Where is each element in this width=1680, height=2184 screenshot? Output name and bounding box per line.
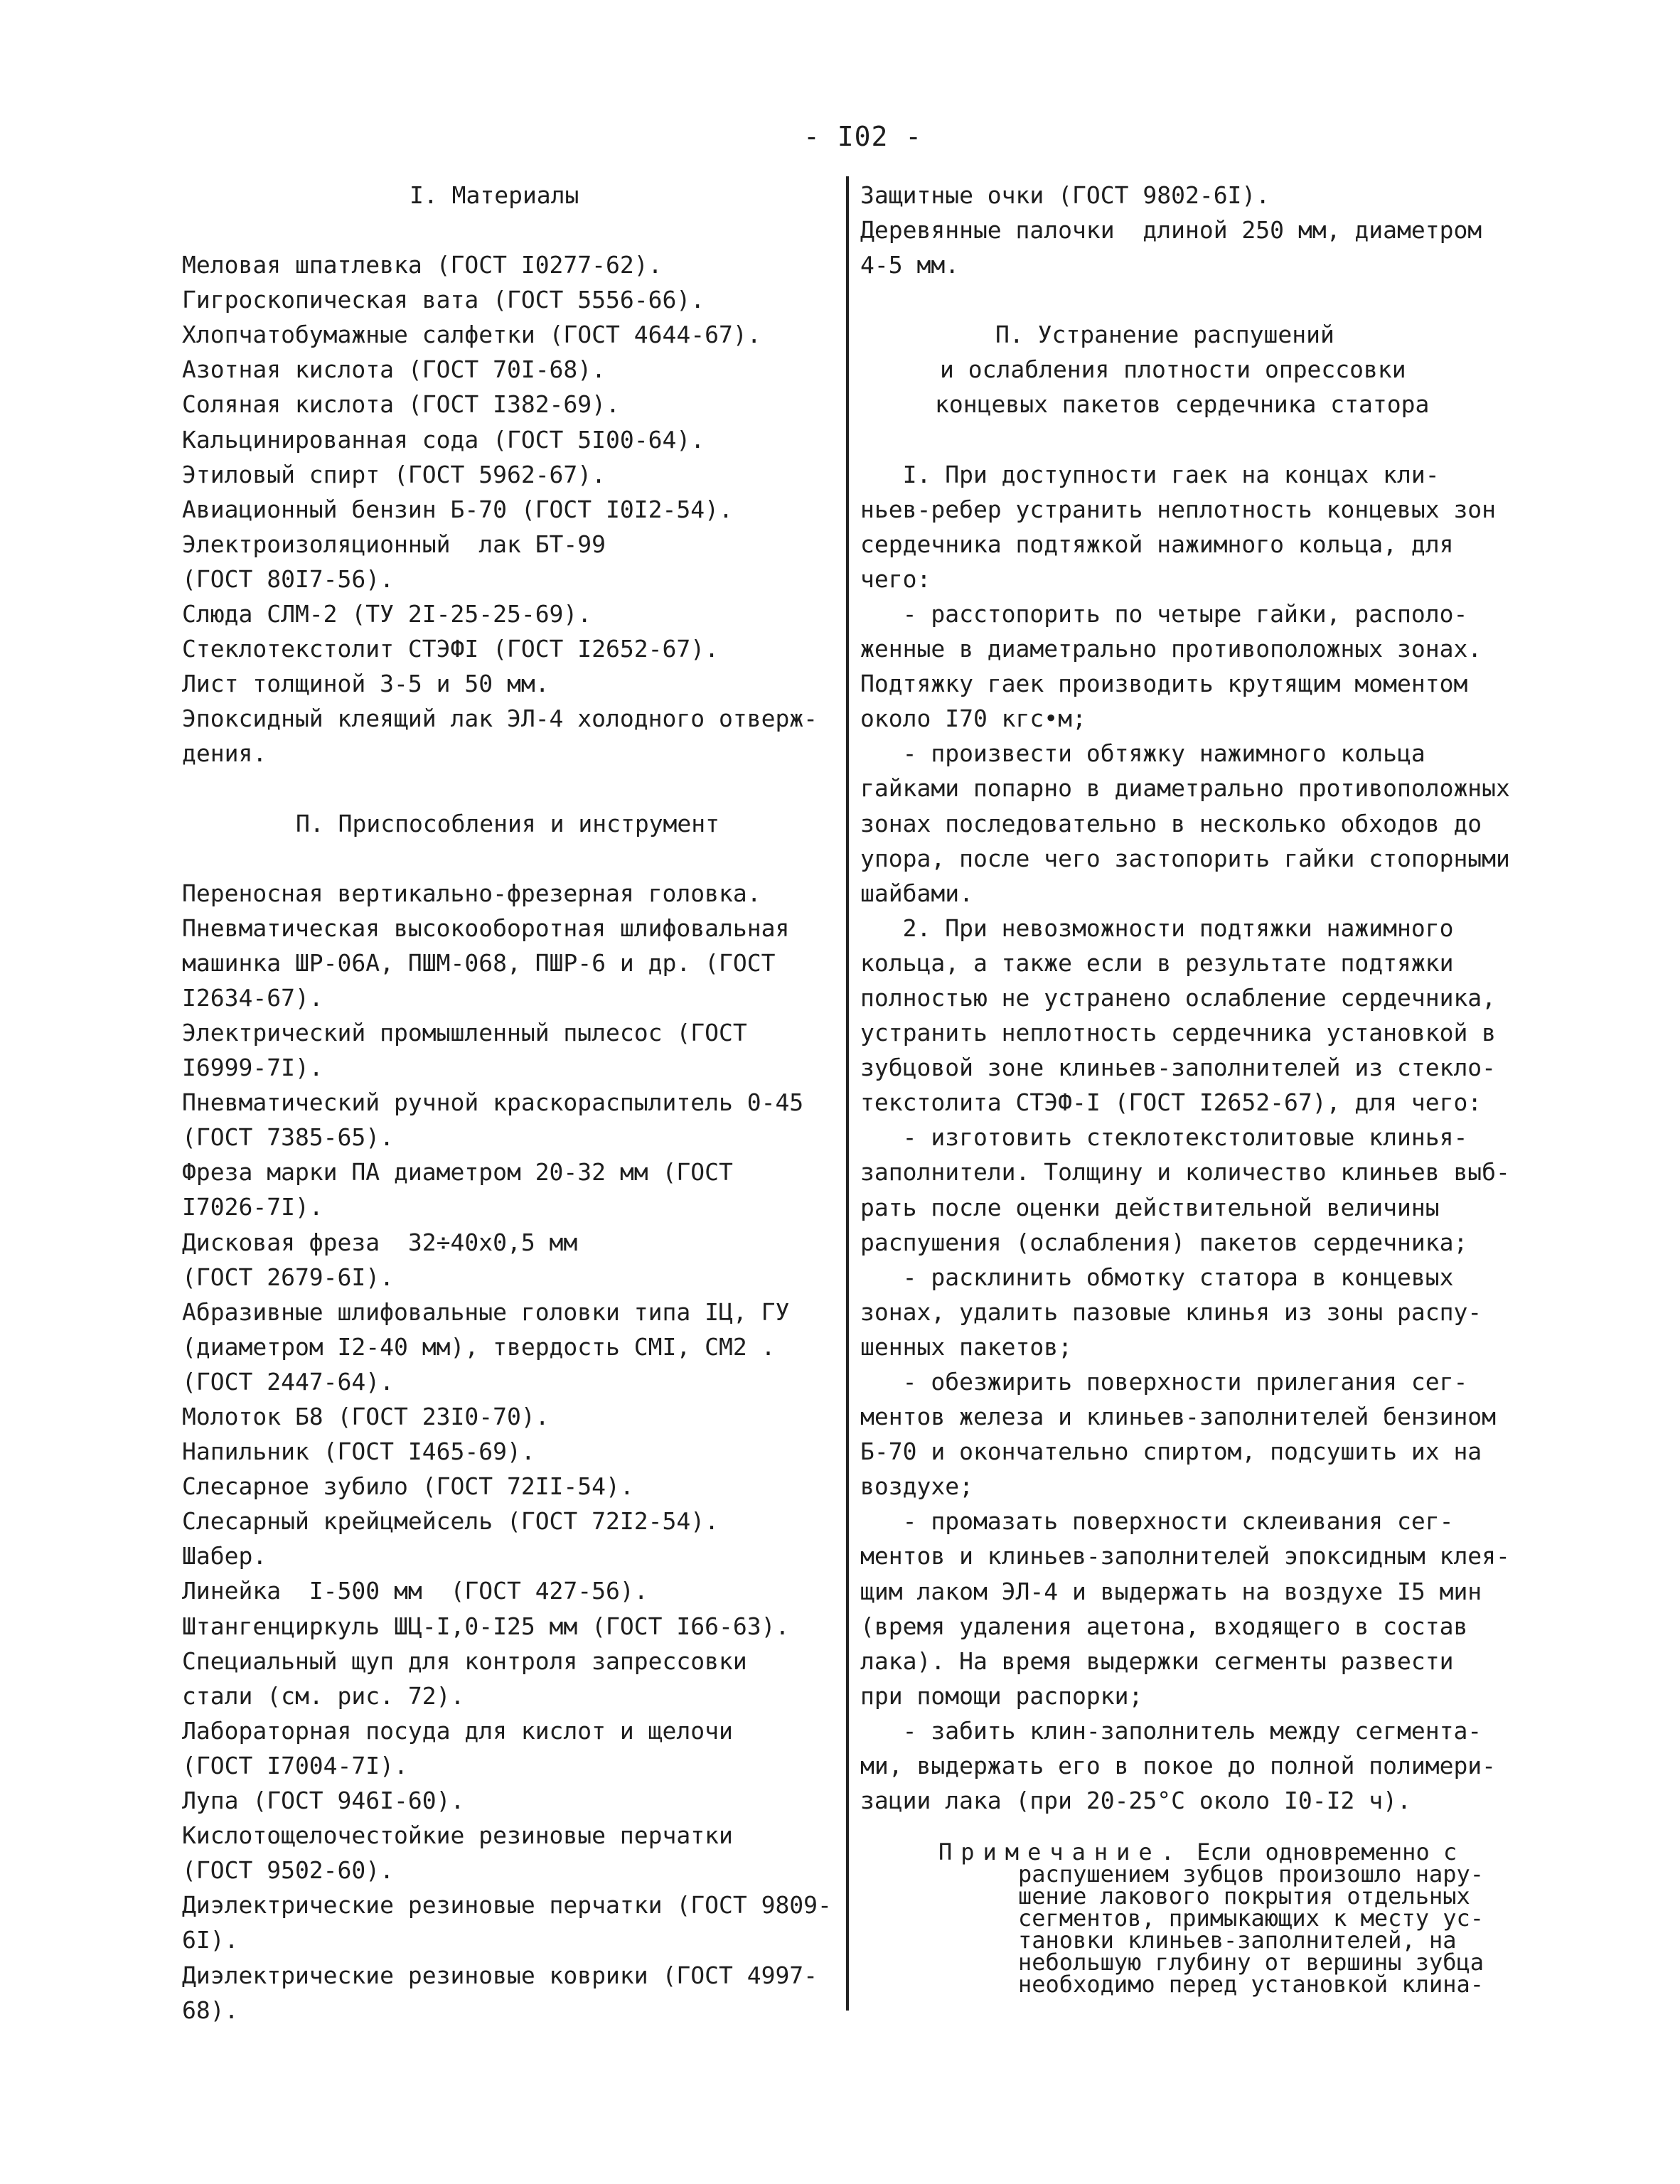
body-line: заполнители. Толщину и количество клиньев выб- (860, 1158, 1510, 1187)
body-line: кольца, а также если в результате подтяжки (860, 948, 1454, 977)
intro-line: 4-5 мм. (860, 251, 960, 279)
note-line: необходимо перед установкой клина- (1018, 1971, 1484, 1998)
tool-item: (ГОСТ 7385-65). (182, 1123, 395, 1152)
body-line: ментов железа и клиньев-заполнителей бензином (860, 1403, 1497, 1431)
tool-item: Абразивные шлифовальные головки типа IЦ, ГУ (182, 1297, 790, 1326)
left-column (182, 178, 843, 2028)
tool-item: Лупа (ГОСТ 946I-60). (182, 1787, 465, 1815)
spacer (182, 841, 843, 876)
body-line: ми, выдержать его в покое до полной полимери- (860, 1752, 1497, 1780)
tool-item: Специальный щуп для контроля запрессовки (182, 1647, 747, 1675)
note-line: шение лакового покрытия отдельных (1018, 1883, 1470, 1910)
tool-item: I6999-7I). (182, 1054, 323, 1082)
material-item: Авиационный бензин Б-70 (ГОСТ I0I2-54). (182, 495, 733, 523)
tool-item: Напильник (ГОСТ I465-69). (182, 1438, 535, 1466)
body-line: - промазать поверхности склеивания сег- (860, 1507, 1454, 1536)
spacer (182, 213, 843, 247)
material-item: Меловая шпатлевка (ГОСТ I0277-62). (182, 251, 663, 279)
body-line: сердечника подтяжкой нажимного кольца, для (860, 530, 1454, 558)
tool-item: машинка ШР-06А, ПШМ-068, ПШР-6 и др. (ГОСТ (182, 948, 776, 977)
body-line: - изготовить стеклотекстолитовые клинья- (860, 1123, 1468, 1152)
note-block (938, 1838, 1536, 1998)
tool-item: Линейка I-500 мм (ГОСТ 427-56). (182, 1577, 648, 1605)
tool-item: Молоток Б8 (ГОСТ 23I0-70). (182, 1403, 550, 1430)
body-line: ментов и клиньев-заполнителей эпоксидным клея- (860, 1542, 1510, 1570)
body-line: воздухе; (860, 1472, 973, 1501)
body-line: шенных пакетов; (860, 1332, 1073, 1361)
spacer (860, 282, 1529, 317)
tool-item: (ГОСТ 2447-64). (182, 1367, 395, 1396)
body-line: ньев-ребер устранить неплотность концевых зон (860, 495, 1497, 523)
tool-item: Переносная вертикально-фрезерная головка. (182, 879, 761, 907)
intro-line: Защитные очки (ГОСТ 9802-6I). (860, 181, 1270, 209)
tool-item: Электрический промышленный пылесос (ГОСТ (182, 1018, 747, 1046)
tool-item: Кислотощелочестойкие резиновые перчатки (182, 1821, 733, 1850)
tool-item: Пневматическая высокооборотная шлифовальная (182, 914, 790, 942)
body-line: Б-70 и окончательно спиртом, подсушить их на (860, 1438, 1482, 1466)
body-line: зации лака (при 20-25°C около I0-I2 ч). (860, 1787, 1411, 1815)
tool-item: I7026-7I). (182, 1193, 323, 1221)
material-item: Лист толщиной 3-5 и 50 мм. (182, 670, 550, 698)
tool-item: Шабер. (182, 1542, 267, 1570)
column-divider (846, 176, 849, 2011)
tool-item: Фреза марки ПА диаметром 20-32 мм (ГОСТ (182, 1158, 733, 1187)
tool-item: I2634-67). (182, 983, 323, 1012)
body-line: устранить неплотность сердечника установкой в (860, 1019, 1497, 1047)
material-item: Стеклотекстолит СТЭФI (ГОСТ I2652-67). (182, 635, 719, 663)
body-line: зонах последовательно в несколько обходов до (860, 809, 1482, 837)
material-item: Азотная кислота (ГОСТ 70I-68). (182, 355, 606, 384)
material-item: Эпоксидный клеящий лак ЭЛ-4 холодного отверж- (182, 705, 818, 733)
body-line: (время удаления ацетона, входящего в состав (860, 1612, 1468, 1640)
tool-item: Слесарный крейцмейсель (ГОСТ 72I2-54). (182, 1507, 719, 1536)
intro-line: Деревянные палочки длиной 250 мм, диаметром (860, 216, 1482, 245)
body-line: - расклинить обмотку статора в концевых (860, 1263, 1454, 1291)
tool-item: Диэлектрические резиновые коврики (ГОСТ 4997- (182, 1961, 818, 1989)
body-line: чего: (860, 564, 931, 593)
note-label: Примечание. (938, 1838, 1183, 1866)
body-line: рать после оценки действительной величины (860, 1193, 1440, 1221)
spacer (182, 771, 843, 806)
body-line: женные в диаметрально противоположных зонах. (860, 635, 1482, 663)
tool-item: Слесарное зубило (ГОСТ 72II-54). (182, 1472, 634, 1501)
tool-item: (диаметром I2-40 мм), твердость СМI, СМ2 . (182, 1332, 776, 1361)
material-item: Хлопчатобумажные салфетки (ГОСТ 4644-67). (182, 321, 761, 349)
body-line: шайбами. (860, 879, 973, 907)
material-item: Этиловый спирт (ГОСТ 5962-67). (182, 460, 606, 488)
section-heading-line: концевых пакетов сердечника статора (935, 390, 1430, 419)
body-line: полностью не устранено ослабление сердечника, (860, 983, 1497, 1012)
body-line: - обезжирить поверхности прилегания сег- (860, 1368, 1468, 1396)
body-line: Подтяжку гаек производить крутящим моментом (860, 670, 1468, 698)
body-line: распушения (ослабления) пакетов сердечника; (860, 1228, 1468, 1256)
body-line: зонах, удалить пазовые клинья из зоны распу- (860, 1297, 1482, 1326)
tool-item: (ГОСТ 2679-6I). (182, 1263, 395, 1291)
section-heading-line: и ослабления плотности опрессовки (940, 355, 1406, 384)
material-item: (ГОСТ 80I7-56). (182, 564, 395, 593)
tool-item: 68). (182, 1996, 239, 2024)
body-line: лака). На время выдержки сегменты развести (860, 1647, 1454, 1675)
note-line: небольшую глубину от вершины зубца (1018, 1949, 1484, 1976)
materials-heading: I. Материалы (410, 181, 579, 209)
body-line: при помощи распорки; (860, 1681, 1143, 1710)
section-heading-line: П. Устранение распушений (995, 321, 1334, 349)
body-line: I. При доступности гаек на концах кли- (860, 460, 1440, 488)
note-line: тановки клиньев-заполнителей, на (1018, 1927, 1457, 1954)
page-number: - I02 - (803, 121, 923, 152)
material-item: Гигроскопическая вата (ГОСТ 5556-66). (182, 286, 705, 314)
note-line: сегментов, примыкающих к месту ус- (1018, 1905, 1484, 1932)
material-item: Слюда СЛМ-2 (ТУ 2I-25-25-69). (182, 600, 592, 628)
material-item: Электроизоляционный лак БТ-99 (182, 530, 606, 558)
tool-item: Штангенциркуль ШЦ-I,0-I25 мм (ГОСТ I66-63). (182, 1612, 790, 1640)
tool-item: (ГОСТ I7004-7I). (182, 1751, 408, 1779)
body-line: 2. При невозможности подтяжки нажимного (860, 914, 1454, 942)
material-item: дения. (182, 739, 267, 768)
tool-item: стали (см. рис. 72). (182, 1681, 465, 1710)
body-line: щим лаком ЭЛ-4 и выдержать на воздухе I5 мин (860, 1577, 1482, 1605)
body-line: - расстопорить по четыре гайки, располо- (860, 599, 1468, 628)
body-line: зубцовой зоне клиньев-заполнителей из стекло- (860, 1054, 1497, 1082)
note-line: распушением зубцов произошло нару- (1018, 1861, 1484, 1888)
material-item: Кальцинированная сода (ГОСТ 5I00-64). (182, 425, 705, 454)
tool-item: Диэлектрические резиновые перчатки (ГОСТ 9809- (182, 1891, 832, 1920)
body-line: текстолита СТЭФ-I (ГОСТ I2652-67), для чего: (860, 1088, 1482, 1117)
body-line: - забить клин-заполнитель между сегмента- (860, 1716, 1482, 1745)
body-line: гайками попарно в диаметрально противоположных (860, 774, 1510, 803)
tool-item: (ГОСТ 9502-60). (182, 1856, 395, 1885)
tool-item: Дисковая фреза 32÷40х0,5 мм (182, 1228, 578, 1256)
body-line: упора, после чего застопорить гайки стопорными (860, 844, 1510, 872)
tool-item: 6I). (182, 1926, 239, 1954)
note-first-text: Если одновременно с (1182, 1838, 1457, 1866)
body-line: около I70 кгс•м; (860, 705, 1086, 733)
tools-heading: П. Приспособления и инструмент (296, 809, 720, 837)
tool-item: Лабораторная посуда для кислот и щелочи (182, 1716, 733, 1745)
spacer (860, 422, 1529, 457)
material-item: Соляная кислота (ГОСТ I382-69). (182, 390, 620, 419)
tool-item: Пневматический ручной краскораспылитель 0-45 (182, 1088, 804, 1117)
body-line: - произвести обтяжку нажимного кольца (860, 739, 1425, 768)
right-column (860, 178, 1529, 1818)
